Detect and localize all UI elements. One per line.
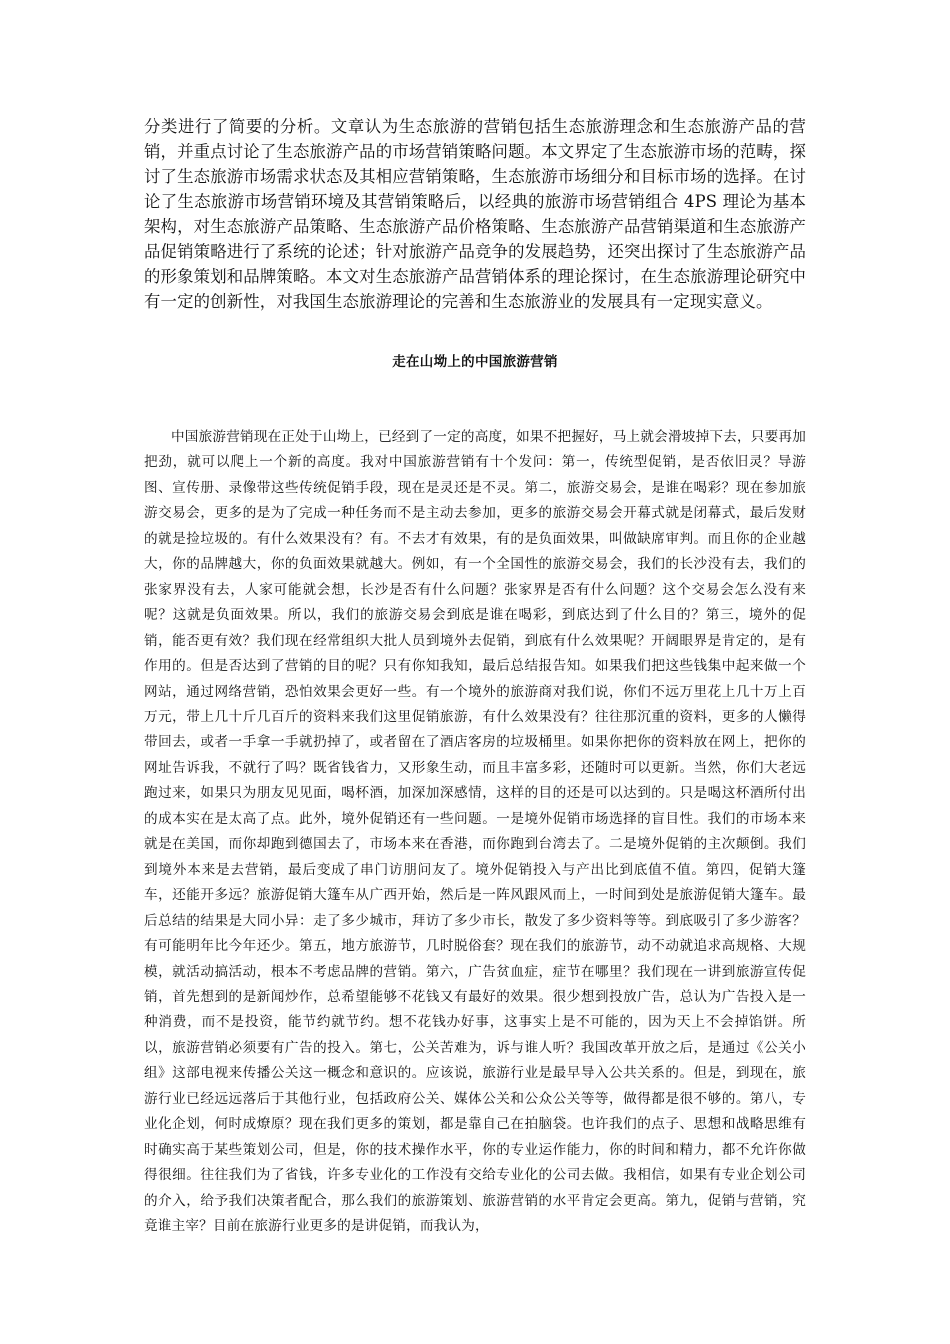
- abstract-paragraph: 分类进行了简要的分析。文章认为生态旅游的营销包括生态旅游理念和生态旅游产品的营销，并重点讨论了生态旅游产品的市场营销策略问题。本文界定了生态旅游市场的范畴，探讨了生态旅游市场需求状态及其相应营销策略，生态旅游市场细分和目标市场的选择。在讨论了生态旅游市场营销环境及其营销策略后，以经典的旅游市场营销组合 4PS 理论为基本架构，对生态旅游产品策略、生态旅游产品价格策略、生态旅游产品营销渠道和生态旅游产品促销策略进行了系统的论述；针对旅游产品竞争的发展趋势，还突出探讨了生态旅游产品的形象策划和品牌策略。本文对生态旅游产品营销体系的理论探讨，在生态旅游理论研究中有一定的创新性，对我国生态旅游理论的完善和生态旅游业的发展具有一定现实意义。: [144, 117, 806, 311]
- body-paragraph: 中国旅游营销现在正处于山坳上，已经到了一定的高度，如果不把握好，马上就会滑坡掉下去，只要再加把劲，就可以爬上一个新的高度。我对中国旅游营销有十个发问：第一，传统型促销，是否依旧灵？导游图、宣传册、录像带这些传统促销手段，现在是灵还是不灵。第二，旅游交易会，是谁在喝彩？现在参加旅游交易会，更多的是为了完成一种任务而不是主动去参加，更多的旅游交易会开幕式就是闭幕式，最后发财的就是捡垃圾的。有什么效果没有？有。不去才有效果，有的是负面效果，叫做缺席审判。而且你的企业越大，你的品牌越大，你的负面效果就越大。例如，有一个全国性的旅游交易会，我们的长沙没有去，我们的张家界没有去，人家可能就会想，长沙是否有什么问题？张家界是否有什么问题？这个交易会怎么没有来呢？这就是负面效果。所以，我们的旅游交易会到底是谁在喝彩，到底达到了什么目的？第三，境外的促销，能否更有效？我们现在经常组织大批人员到境外去促销，到底有什么效果呢？开阔眼界是肯定的，是有作用的。但是否达到了营销的目的呢？只有你知我知，最后总结报告知。如果我们把这些钱集中起来做一个网站，通过网络营销，恐怕效果会更好一些。有一个境外的旅游商对我们说，你们不远万里花上几十万上百万元，带上几十斤几百斤的资料来我们这里促销旅游，有什么效果没有？往往那沉重的资料，更多的人懒得带回去，或者一手拿一手就扔掉了，或者留在了酒店客房的垃圾桶里。如果你把你的资料放在网上，把你的网址告诉我，不就行了吗？既省钱省力，又形象生动，而且丰富多彩，还随时可以更新。当然，你们大老远跑过来，如果只为朋友见见面，喝杯酒，加深加深感情，这样的目的还是可以达到的。只是喝这杯酒所付出的成本实在是太高了点。此外，境外促销还有一些问题。一是境外促销市场选择的盲目性。我们的市场本来就是在美国，而你却跑到德国去了，市场本来在香港，而你跑到台湾去了。二是境外促销的主次颠倒。我们到境外本来是去营销，最后变成了串门访朋问友了。境外促销投入与产出比到底值不值。第四，促销大篷车，还能开多远？旅游促销大篷车从广西开始，然后是一阵风跟风而上，一时间到处是旅游促销大篷车。最后总结的结果是大同小异：走了多少城市，拜访了多少市长，散发了多少资料等等。到底吸引了多少游客？有可能明年比今年还少。第五，地方旅游节，几时脱俗套？现在我们的旅游节，动不动就追求高规格、大规模，就活动搞活动，根本不考虑品牌的营销。第六，广告贫血症，症节在哪里？我们现在一讲到旅游宣传促销，首先想到的是新闻炒作，总希望能够不花钱又有最好的效果。很少想到投放广告，总认为广告投入是一种消费，而不是投资，能节约就节约。想不花钱办好事，这事实上是不可能的，因为天上不会掉馅饼。所以，旅游营销必须要有广告的投入。第七，公关苦难为，诉与谁人听？我国改革开放之后，是通过《公关小组》这部电视来传播公关这一概念和意识的。应该说，旅游行业是最早导入公共关系的。但是，到现在，旅游行业已经远远落后于其他行业，包括政府公关、媒体公关和公众公关等等，做得都是很不够的。第八，专业化企划，何时成燎原？现在我们更多的策划，都是靠自己在拍脑袋。也许我们的点子、思想和战略思维有时确实高于某些策划公司，但是，你的技术操作水平，你的专业运作能力，你的时间和精力，都不允许你做得很细。往往我们为了省钱，许多专业化的工作没有交给专业化的公司去做。我相信，如果有专业企划公司的介入，给予我们决策者配合，那么我们的旅游策划、旅游营销的水平肯定会更高。第九，促销与营销，究竟谁主宰？目前在旅游行业更多的是讲促销，而我认为，: [144, 429, 806, 1235]
- article-title: 走在山坳上的中国旅游营销: [392, 354, 558, 370]
